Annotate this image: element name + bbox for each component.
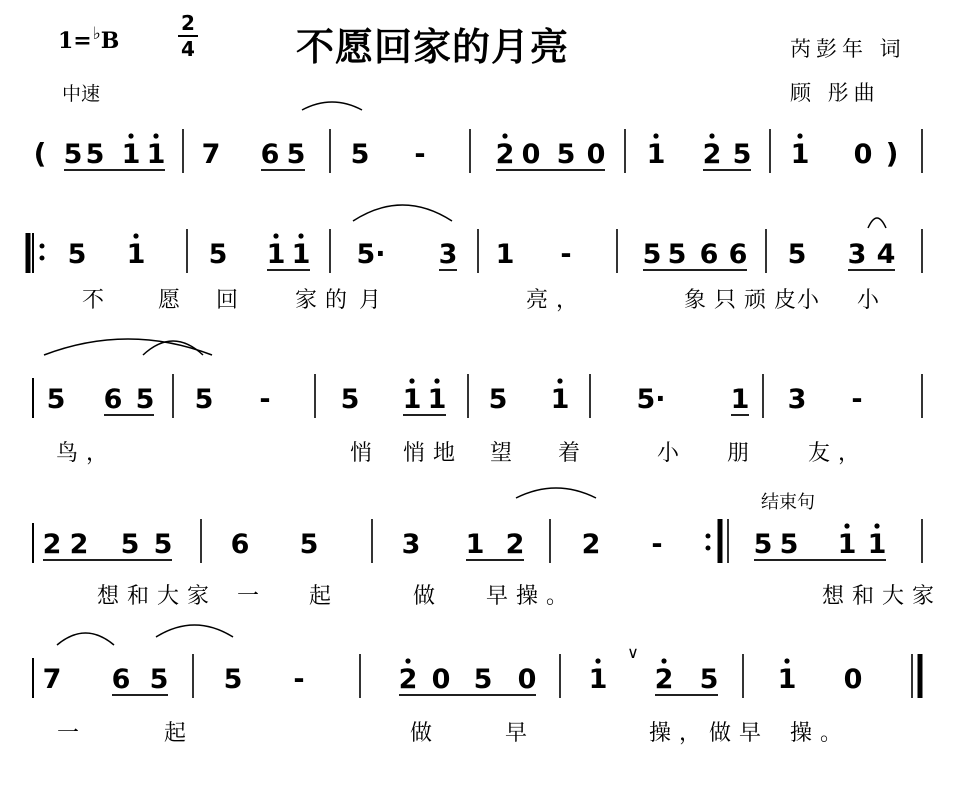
lyric-syllable: 不	[82, 288, 113, 313]
lyric-syllable: 鸟，	[56, 441, 117, 466]
note: 5	[787, 239, 807, 270]
note: 0	[431, 664, 451, 695]
high-octave-dot	[298, 233, 303, 238]
high-octave-dot	[557, 378, 562, 383]
note: 3	[847, 239, 867, 270]
note: 7	[42, 664, 62, 695]
note: 1	[291, 239, 311, 270]
repeat-dot	[40, 244, 45, 249]
high-octave-dot	[133, 233, 138, 238]
coda-label: 结束句	[761, 492, 815, 513]
lyric-syllable: 象只顽皮	[684, 288, 805, 313]
note: 5	[699, 664, 719, 695]
note: 6	[260, 139, 280, 170]
note: 3	[438, 239, 458, 270]
note: 5	[120, 529, 140, 560]
note: 1	[126, 239, 146, 270]
lyric-syllable: 家的	[295, 288, 356, 313]
note: 2	[581, 529, 601, 560]
note: 5	[85, 139, 105, 170]
note: 0	[853, 139, 873, 170]
lyric-syllable: 操，做早	[649, 721, 770, 746]
high-octave-dot	[874, 523, 879, 528]
lyric-syllable: 朋	[727, 441, 758, 466]
flat-sign: ♭	[92, 24, 101, 44]
meter-bottom: 4	[181, 37, 195, 61]
lyric-syllable: 想和大家	[97, 584, 218, 609]
repeat-dot	[40, 256, 45, 261]
note: 5	[642, 239, 662, 270]
note: 1	[730, 384, 750, 415]
note: 1	[777, 664, 797, 695]
note: 6	[103, 384, 123, 415]
note: 2	[398, 664, 418, 695]
note: 0	[521, 139, 541, 170]
lyric-syllable: 一	[57, 721, 88, 746]
note: 6	[230, 529, 250, 560]
lyric-syllable: 望	[490, 441, 521, 466]
note: 2	[42, 529, 62, 560]
note: 6	[728, 239, 748, 270]
note: 1	[588, 664, 608, 695]
lyric-syllable: 操。	[790, 721, 851, 746]
lyric-syllable: 早操。	[486, 584, 577, 609]
key-signature: 1=♭B	[58, 24, 120, 54]
lyric-syllable: 起	[164, 721, 195, 746]
lyric-syllable: 友，	[808, 441, 869, 466]
repeat-dot	[706, 546, 711, 551]
note: 1	[646, 139, 666, 170]
note: 1	[465, 529, 485, 560]
note: 2	[654, 664, 674, 695]
dash-sustain: -	[293, 664, 305, 695]
note: 5	[556, 139, 576, 170]
note: 5	[194, 384, 214, 415]
tempo-marking: 中速	[62, 83, 101, 105]
high-octave-dot	[409, 378, 414, 383]
note: 2	[495, 139, 515, 170]
note: 5·	[636, 384, 666, 415]
note: 1	[146, 139, 166, 170]
high-octave-dot	[405, 658, 410, 663]
note: 5	[223, 664, 243, 695]
slur-arc	[302, 102, 362, 110]
slur-arc	[353, 205, 452, 221]
note: 5	[46, 384, 66, 415]
slur-arc	[57, 633, 114, 645]
note: 5	[732, 139, 752, 170]
lyric-syllable: 愿	[158, 288, 189, 313]
note: 7	[201, 139, 221, 170]
high-octave-dot	[797, 133, 802, 138]
high-octave-dot	[153, 133, 158, 138]
note: 4	[876, 239, 896, 270]
note: 5	[340, 384, 360, 415]
high-octave-dot	[844, 523, 849, 528]
note: 3	[787, 384, 807, 415]
repeat-dot	[706, 534, 711, 539]
parenthesis: (	[33, 137, 47, 170]
slur-arc	[516, 488, 596, 498]
dash-sustain: -	[651, 529, 663, 560]
slur-arc	[156, 625, 233, 637]
note: 6	[111, 664, 131, 695]
high-octave-dot	[434, 378, 439, 383]
high-octave-dot	[273, 233, 278, 238]
lyric-syllable: 悄地	[403, 441, 464, 466]
breath-mark: ∨	[627, 643, 639, 662]
note: 1	[266, 239, 286, 270]
note: 5	[488, 384, 508, 415]
slur-arc	[868, 218, 886, 228]
lyric-syllable: 亮，	[526, 288, 587, 313]
note: 0	[517, 664, 537, 695]
note: 5	[753, 529, 773, 560]
lyric-syllable: 小	[797, 288, 828, 313]
lyric-syllable: 月	[359, 288, 390, 313]
lyric-syllable: 一	[237, 584, 268, 609]
note: 5	[149, 664, 169, 695]
note: 5	[67, 239, 87, 270]
lyricist-credit: 芮彭年 词	[790, 37, 906, 61]
lyric-syllable: 小	[857, 288, 888, 313]
high-octave-dot	[784, 658, 789, 663]
note: 2	[702, 139, 722, 170]
note: 2	[505, 529, 525, 560]
lyric-syllable: 起	[309, 584, 340, 609]
note: 5	[135, 384, 155, 415]
dash-sustain: -	[259, 384, 271, 415]
dash-sustain: -	[560, 239, 572, 270]
lyric-syllable: 想和大家	[822, 584, 943, 609]
note: 5	[779, 529, 799, 560]
note: 5	[153, 529, 173, 560]
high-octave-dot	[709, 133, 714, 138]
high-octave-dot	[661, 658, 666, 663]
note: 5	[208, 239, 228, 270]
dash-sustain: -	[414, 139, 426, 170]
high-octave-dot	[502, 133, 507, 138]
composer-credit: 顾 彤曲	[790, 81, 880, 105]
lyric-syllable: 回	[216, 288, 247, 313]
lyric-syllable: 早	[505, 721, 536, 746]
lyric-syllable: 着	[558, 441, 589, 466]
note: 5	[286, 139, 306, 170]
song-title: 不愿回家的月亮	[296, 25, 570, 69]
note: 6	[699, 239, 719, 270]
note: 1	[867, 529, 887, 560]
note: 1	[121, 139, 141, 170]
note: 1	[837, 529, 857, 560]
meter-top: 2	[181, 11, 195, 35]
dash-sustain: -	[851, 384, 863, 415]
note: 1	[402, 384, 422, 415]
lyric-syllable: 小	[657, 441, 688, 466]
note: 5	[473, 664, 493, 695]
lyric-syllable: 悄	[350, 441, 381, 466]
note: 1	[790, 139, 810, 170]
note: 5	[667, 239, 687, 270]
high-octave-dot	[653, 133, 658, 138]
note: 1	[550, 384, 570, 415]
note: 1	[427, 384, 447, 415]
note: 5	[299, 529, 319, 560]
note: 0	[586, 139, 606, 170]
parenthesis: )	[885, 137, 899, 170]
lyric-syllable: 做	[413, 584, 444, 609]
note: 5	[350, 139, 370, 170]
note: 1	[495, 239, 515, 270]
note: 2	[69, 529, 89, 560]
note: 0	[843, 664, 863, 695]
note: 5·	[356, 239, 386, 270]
slur-arc	[44, 339, 212, 355]
note: 5	[63, 139, 83, 170]
high-octave-dot	[595, 658, 600, 663]
high-octave-dot	[128, 133, 133, 138]
note: 3	[401, 529, 421, 560]
lyric-syllable: 做	[410, 721, 441, 746]
